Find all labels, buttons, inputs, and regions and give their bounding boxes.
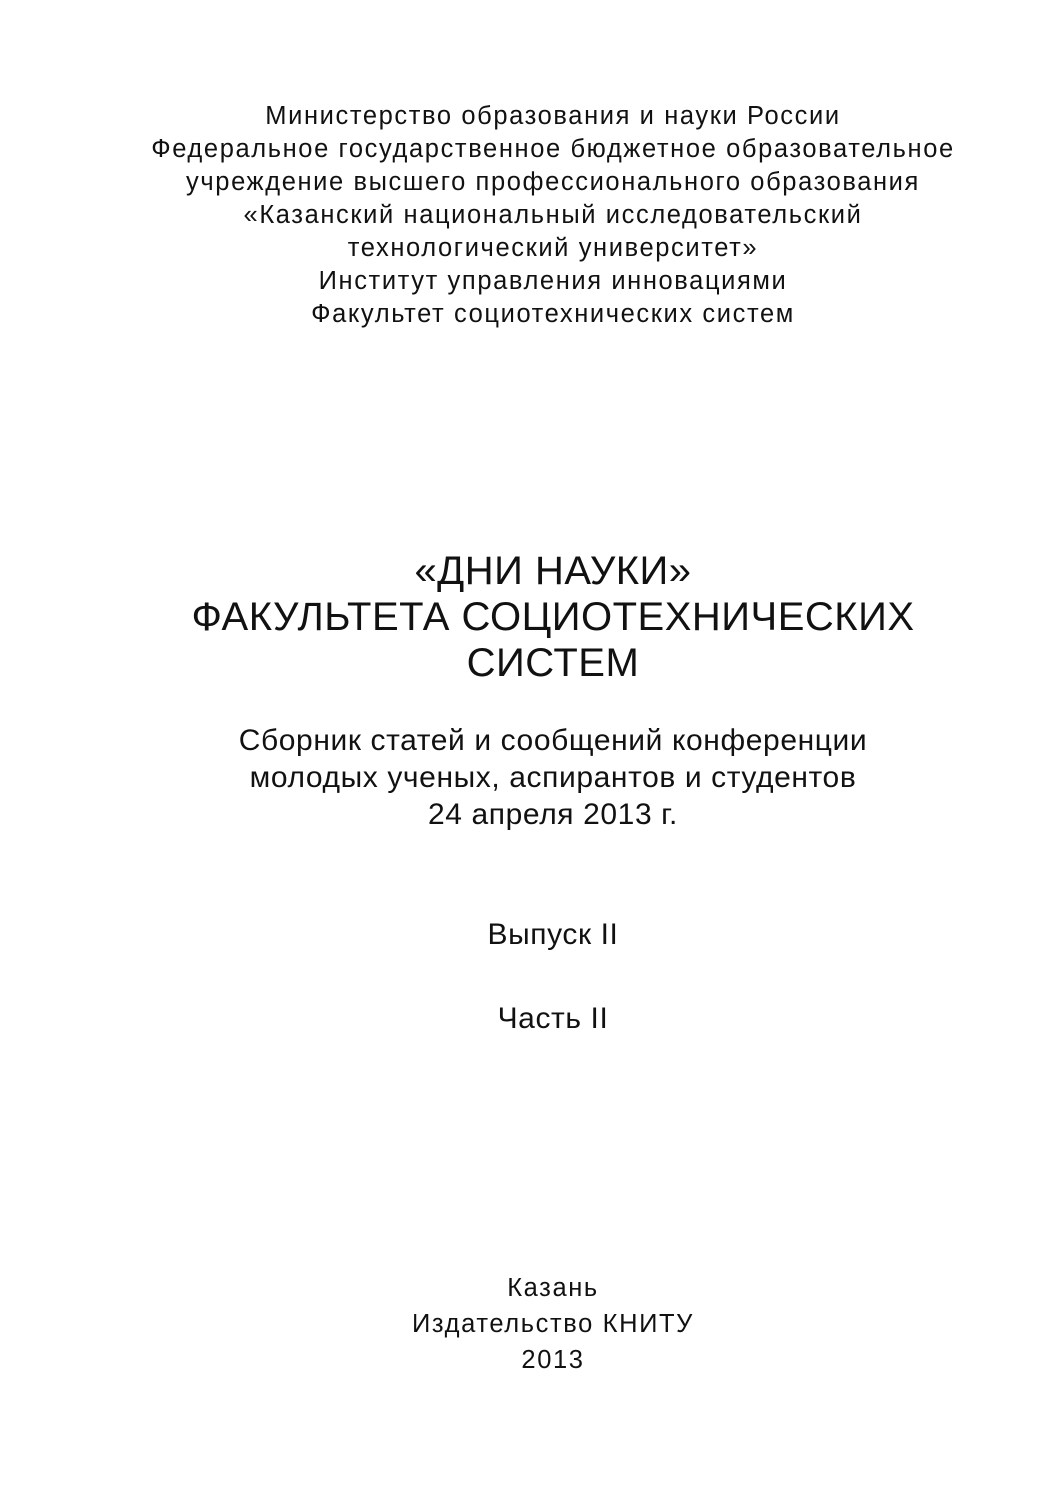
university-name-line-1: «Казанский национальный исследовательский: [243, 201, 863, 229]
institution-type-line: Федеральное государственное бюджетное образовательное: [151, 135, 955, 163]
part-label: Часть II: [497, 1002, 609, 1035]
title-line-3: СИСТЕМ: [466, 641, 640, 685]
title-line-2: ФАКУЛЬТЕТА СОЦИОТЕХНИЧЕСКИХ: [191, 595, 915, 639]
document-subtitle: [0, 722, 1061, 833]
conference-date: 24 апреля 2013 г.: [428, 798, 678, 831]
publication-year: 2013: [521, 1346, 585, 1374]
publication-imprint: [0, 1270, 1061, 1378]
city: Казань: [507, 1274, 599, 1302]
title-line-1: «ДНИ НАУКИ»: [414, 549, 692, 593]
subtitle-line-1: Сборник статей и сообщений конференции: [238, 724, 868, 757]
ministry-line: Министерство образования и науки России: [265, 102, 841, 130]
institution-level-line: учреждение высшего профессионального образования: [186, 168, 920, 196]
institute-line: Институт управления инновациями: [318, 267, 788, 295]
document-title: [0, 548, 1061, 686]
subtitle-line-2: молодых ученых, аспирантов и студентов: [249, 761, 857, 794]
issue-label: Выпуск II: [487, 918, 619, 951]
institution-header: [0, 100, 1061, 331]
university-name-line-2: технологический университет»: [347, 234, 759, 262]
publisher: Издательство КНИТУ: [412, 1310, 694, 1338]
issue-number: [0, 916, 1061, 954]
faculty-line: Факультет социотехнических систем: [311, 300, 795, 328]
part-number: [0, 1000, 1061, 1038]
